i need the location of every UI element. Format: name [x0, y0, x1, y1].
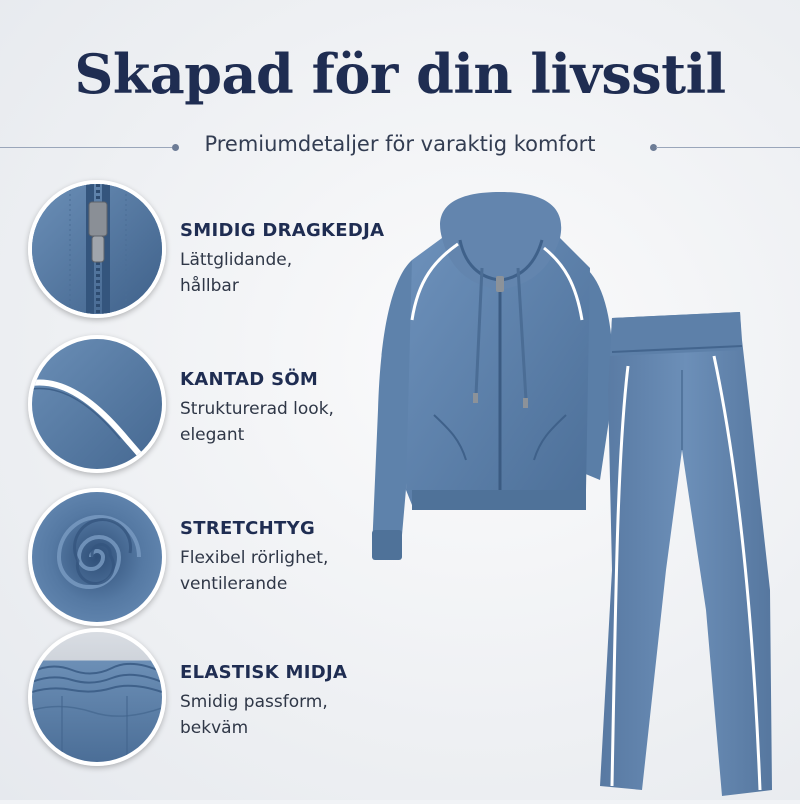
divider-right [656, 147, 800, 148]
feature-desc-line1: Flexibel rörlighet, [180, 548, 329, 568]
feature-desc-line1: Strukturerad look, [180, 399, 334, 419]
page-title: Skapad för din livsstil [74, 42, 726, 106]
leggings [600, 312, 772, 796]
feature-desc-line1: Smidig passform, [180, 692, 328, 712]
feature-elastic-waist [0, 628, 400, 778]
tracksuit-illustration [350, 190, 800, 800]
feature-title: STRETCHTYG [180, 518, 316, 539]
waistband-closeup-icon [28, 628, 166, 766]
hoodie-jacket [372, 192, 613, 560]
feature-title: SMIDIG DRAGKEDJA [180, 220, 385, 241]
feature-desc-line1: Lättglidande, [180, 250, 293, 270]
feature-stretch [0, 488, 400, 638]
feature-piping [0, 335, 400, 485]
feature-title: ELASTISK MIDJA [180, 662, 348, 683]
feature-desc-line2: bekväm [180, 718, 249, 738]
feature-title: KANTAD SÖM [180, 369, 319, 390]
feature-zipper [0, 180, 400, 330]
zipper-closeup-icon [28, 180, 166, 318]
subtitle-row [0, 132, 800, 162]
feature-desc-line2: hållbar [180, 276, 239, 296]
page-subtitle: Premiumdetaljer för varaktig komfort [204, 132, 596, 156]
piping-closeup-icon [28, 335, 166, 473]
fabric-swirl-icon [28, 488, 166, 626]
feature-desc-line2: elegant [180, 425, 245, 445]
feature-desc-line2: ventilerande [180, 574, 288, 594]
